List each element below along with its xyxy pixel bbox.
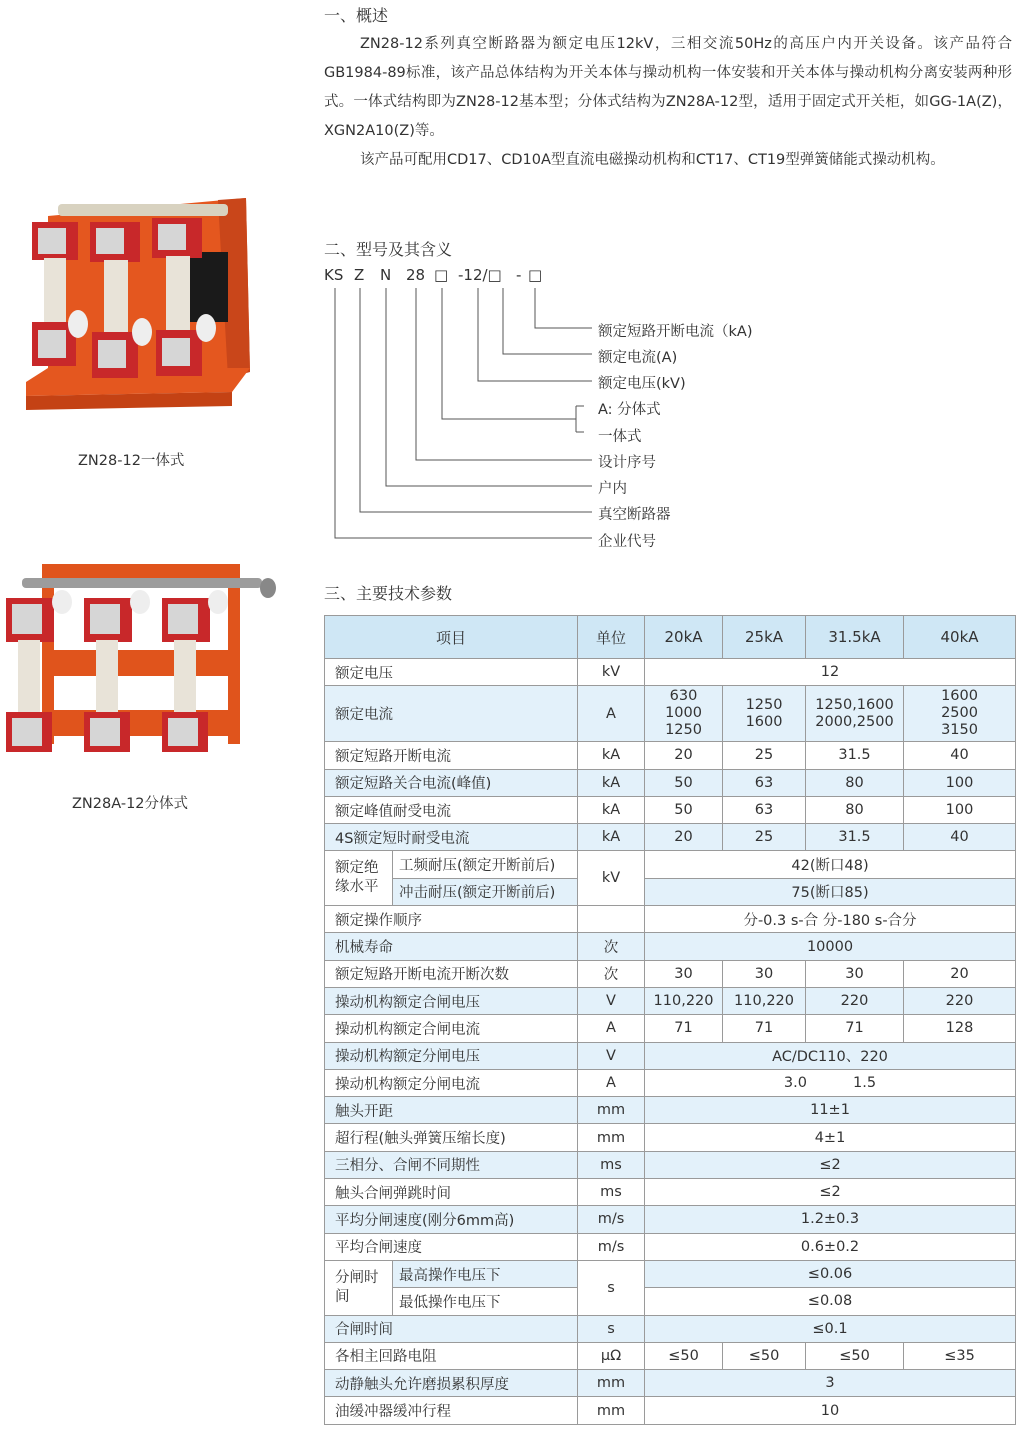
row-unit: mm <box>578 1370 645 1397</box>
model-title: 二、型号及其含义 <box>324 240 453 259</box>
row-value: 12 <box>645 659 1016 686</box>
code-z: Z <box>354 266 365 284</box>
row-value: 分-0.3 s-合 分-180 s-合分 <box>645 906 1016 933</box>
row-subitem: 最高操作电压下 <box>393 1260 578 1287</box>
table-row <box>325 1288 1016 1315</box>
table-row <box>325 1179 1016 1206</box>
row-unit: kA <box>578 796 645 823</box>
row-value: 63 <box>723 769 806 796</box>
row-value: 4±1 <box>645 1124 1016 1151</box>
row-value: 1.2±0.3 <box>645 1206 1016 1233</box>
header-40ka: 40kA <box>904 616 1016 659</box>
row-value: 31.5 <box>806 742 904 769</box>
table-row <box>325 1342 1016 1369</box>
row-value: 40 <box>904 824 1016 851</box>
row-item: 平均合闸速度 <box>325 1233 578 1260</box>
table-row <box>325 1233 1016 1260</box>
row-value: ≤50 <box>806 1342 904 1369</box>
row-unit: s <box>578 1260 645 1315</box>
row-item: 操动机构额定分闸电压 <box>325 1042 578 1069</box>
row-value: ≤50 <box>723 1342 806 1369</box>
row-value: 20 <box>645 742 723 769</box>
row-value: 25 <box>723 824 806 851</box>
row-item: 油缓冲器缓冲行程 <box>325 1397 578 1424</box>
row-value: 50 <box>645 796 723 823</box>
row-value: 0.6±0.2 <box>645 1233 1016 1260</box>
code-dash: - <box>516 266 522 284</box>
row-value: 10 <box>645 1397 1016 1424</box>
row-item: 触头合闸弹跳时间 <box>325 1179 578 1206</box>
value-text: 1600 2500 3150 <box>941 688 978 739</box>
value-text: 1250,1600 2000,2500 <box>815 696 894 730</box>
row-unit: A <box>578 1069 645 1096</box>
row-value <box>904 686 1016 742</box>
row-value: 220 <box>806 987 904 1014</box>
header-25ka: 25kA <box>723 616 806 659</box>
row-item: 各相主回路电阻 <box>325 1342 578 1369</box>
table-row <box>325 878 1016 905</box>
row-value: 71 <box>645 1015 723 1042</box>
row-value: 20 <box>904 960 1016 987</box>
row-item: 操动机构额定合闸电流 <box>325 1015 578 1042</box>
row-value: 30 <box>645 960 723 987</box>
table-row <box>325 851 1016 878</box>
row-unit: ms <box>578 1179 645 1206</box>
row-unit: V <box>578 1042 645 1069</box>
row-unit: mm <box>578 1097 645 1124</box>
row-unit: μΩ <box>578 1342 645 1369</box>
row-value: 30 <box>806 960 904 987</box>
table-row <box>325 1097 1016 1124</box>
table-row <box>325 824 1016 851</box>
row-value: 100 <box>904 796 1016 823</box>
meaning-integrated-type: 一体式 <box>598 429 642 445</box>
table-row <box>325 987 1016 1014</box>
row-unit: kA <box>578 742 645 769</box>
row-value: AC/DC110、220 <box>645 1042 1016 1069</box>
table-row <box>325 1151 1016 1178</box>
row-group-label: 分闸时间 <box>325 1260 393 1315</box>
code-n: N <box>380 266 392 284</box>
meaning-rated-voltage: 额定电压(kV) <box>598 376 686 392</box>
row-unit: 次 <box>578 933 645 960</box>
row-value: ≤2 <box>645 1151 1016 1178</box>
value-text: 630 1000 1250 <box>665 688 702 739</box>
integrated-breaker-caption: ZN28-12一体式 <box>78 453 185 469</box>
table-row <box>325 1015 1016 1042</box>
table-row <box>325 1124 1016 1151</box>
row-item: 额定短路开断电流开断次数 <box>325 960 578 987</box>
row-item: 额定操作顺序 <box>325 906 578 933</box>
meaning-split-type: A: 分体式 <box>598 402 661 418</box>
row-value: 100 <box>904 769 1016 796</box>
row-item: 额定电压 <box>325 659 578 686</box>
overview-paragraph-2: 该产品可配用CD17、CD10A型直流电磁操动机构和CT17、CT19型弹簧储能式操动机构。 <box>360 152 945 168</box>
row-unit: 次 <box>578 960 645 987</box>
header-unit: 单位 <box>578 616 645 659</box>
table-row <box>325 769 1016 796</box>
row-item: 额定电流 <box>325 686 578 742</box>
table-row <box>325 659 1016 686</box>
row-unit: kV <box>578 851 645 906</box>
row-unit: mm <box>578 1124 645 1151</box>
code-12: -12/□ <box>458 266 502 284</box>
row-item: 操动机构额定合闸电压 <box>325 987 578 1014</box>
table-row <box>325 1260 1016 1287</box>
row-value: 71 <box>723 1015 806 1042</box>
header-item: 项目 <box>325 616 578 659</box>
row-unit: A <box>578 1015 645 1042</box>
row-item: 触头开距 <box>325 1097 578 1124</box>
row-value: 71 <box>806 1015 904 1042</box>
row-item: 超行程(触头弹簧压缩长度) <box>325 1124 578 1151</box>
row-item: 平均分闸速度(刚分6mm高) <box>325 1206 578 1233</box>
table-row <box>325 796 1016 823</box>
row-value: 31.5 <box>806 824 904 851</box>
row-group-label: 额定绝缘水平 <box>325 851 393 906</box>
header-31-5ka: 31.5kA <box>806 616 904 659</box>
row-value: 40 <box>904 742 1016 769</box>
row-value: 80 <box>806 769 904 796</box>
meaning-company-code: 企业代号 <box>598 534 656 550</box>
table-row <box>325 1397 1016 1424</box>
row-value: 3.0 1.5 <box>645 1069 1016 1096</box>
row-value: 63 <box>723 796 806 823</box>
meaning-rated-current: 额定电流(A) <box>598 350 678 366</box>
table-row <box>325 960 1016 987</box>
code-28: 28 <box>406 266 426 284</box>
row-value: 3 <box>645 1370 1016 1397</box>
row-value: 75(断口85) <box>645 878 1016 905</box>
row-item: 额定短路开断电流 <box>325 742 578 769</box>
table-row <box>325 933 1016 960</box>
row-value: 128 <box>904 1015 1016 1042</box>
row-item: 动静触头允许磨损累积厚度 <box>325 1370 578 1397</box>
split-breaker-caption: ZN28A-12分体式 <box>72 796 189 812</box>
row-item: 额定短路关合电流(峰值) <box>325 769 578 796</box>
row-value: 220 <box>904 987 1016 1014</box>
meaning-vacuum-breaker: 真空断路器 <box>598 507 671 523</box>
row-value: 110,220 <box>645 987 723 1014</box>
row-unit: m/s <box>578 1206 645 1233</box>
split-breaker-photo <box>2 560 278 756</box>
row-value: 25 <box>723 742 806 769</box>
row-value: ≤50 <box>645 1342 723 1369</box>
integrated-breaker-photo <box>18 192 254 414</box>
row-value: ≤0.08 <box>645 1288 1016 1315</box>
table-row <box>325 1069 1016 1096</box>
row-subitem: 冲击耐压(额定开断前后) <box>393 878 578 905</box>
model-code-bracket-lines <box>324 284 604 550</box>
row-unit <box>578 906 645 933</box>
row-unit: kA <box>578 769 645 796</box>
row-value: 80 <box>806 796 904 823</box>
row-unit: V <box>578 987 645 1014</box>
row-value: 50 <box>645 769 723 796</box>
table-row <box>325 1042 1016 1069</box>
row-unit: m/s <box>578 1233 645 1260</box>
row-value <box>806 686 904 742</box>
table-row <box>325 906 1016 933</box>
specs-title: 三、主要技术参数 <box>324 584 453 603</box>
row-unit: kV <box>578 659 645 686</box>
table-header-row <box>325 616 1016 659</box>
overview-title: 一、概述 <box>324 6 389 25</box>
value-text: 1250 1600 <box>745 696 783 730</box>
row-value: ≤2 <box>645 1179 1016 1206</box>
row-item: 额定峰值耐受电流 <box>325 796 578 823</box>
row-value: ≤35 <box>904 1342 1016 1369</box>
row-value <box>723 686 806 742</box>
table-row <box>325 1315 1016 1342</box>
row-subitem: 工频耐压(额定开断前后) <box>393 851 578 878</box>
row-unit: A <box>578 686 645 742</box>
code-box-3: □ <box>528 266 543 284</box>
code-ks: KS <box>324 266 344 284</box>
row-item: 三相分、合闸不同期性 <box>325 1151 578 1178</box>
row-value: 30 <box>723 960 806 987</box>
table-row <box>325 686 1016 742</box>
table-row <box>325 1206 1016 1233</box>
row-value: 11±1 <box>645 1097 1016 1124</box>
row-value: 42(断口48) <box>645 851 1016 878</box>
row-value: ≤0.06 <box>645 1260 1016 1287</box>
code-box-1: □ <box>434 266 449 284</box>
specs-table <box>324 615 1016 1425</box>
row-item: 机械寿命 <box>325 933 578 960</box>
row-subitem: 最低操作电压下 <box>393 1288 578 1315</box>
row-value <box>645 686 723 742</box>
row-unit: s <box>578 1315 645 1342</box>
overview-paragraph-1: ZN28-12系列真空断路器为额定电压12kV，三相交流50Hz的高压户内开关设备。该产品符合GB1984-89标准，该产品总体结构为开关本体与操动机构一体安装和开关本体与操动机构分离安装两种形式。一体式结构即为ZN28-12基本型；分体式结构为ZN28A-12型，适用于固定式开关柜，如GG-1A(Z)，XGN2A10(Z)等。 <box>324 36 1012 139</box>
row-value: 20 <box>645 824 723 851</box>
meaning-design-serial: 设计序号 <box>598 455 656 471</box>
row-unit: ms <box>578 1151 645 1178</box>
meaning-indoor: 户内 <box>598 481 627 497</box>
row-item: 4S额定短时耐受电流 <box>325 824 578 851</box>
table-row <box>325 1370 1016 1397</box>
table-row <box>325 742 1016 769</box>
row-item: 合闸时间 <box>325 1315 578 1342</box>
row-unit: mm <box>578 1397 645 1424</box>
row-value: 110,220 <box>723 987 806 1014</box>
row-item: 操动机构额定分闸电流 <box>325 1069 578 1096</box>
meaning-breaking-current: 额定短路开断电流（kA) <box>598 324 753 340</box>
header-20ka: 20kA <box>645 616 723 659</box>
row-value: ≤0.1 <box>645 1315 1016 1342</box>
row-value: 10000 <box>645 933 1016 960</box>
row-unit: kA <box>578 824 645 851</box>
